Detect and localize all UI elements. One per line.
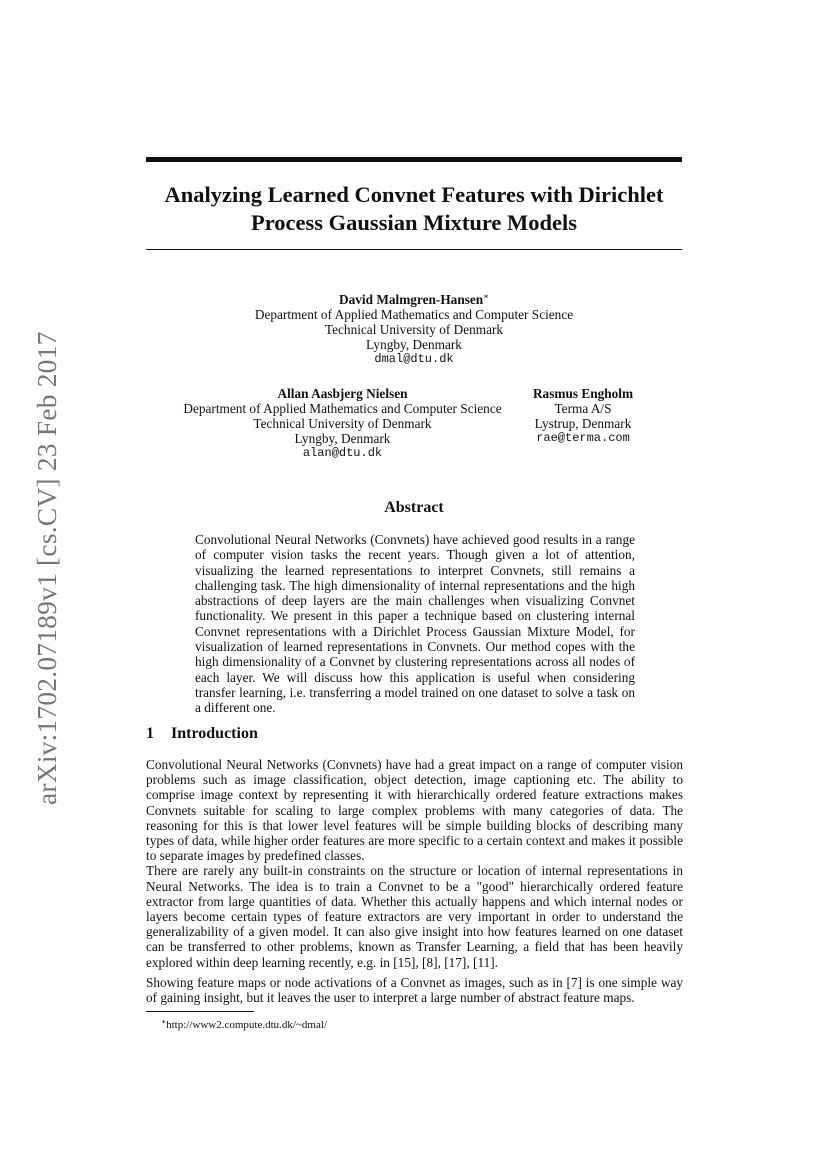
author-institution: Terma A/S xyxy=(554,401,612,416)
author-name: Rasmus Engholm xyxy=(532,386,634,401)
author-block-1 xyxy=(214,289,614,367)
author-block-2 xyxy=(160,386,525,461)
author-institution: Technical University of Denmark xyxy=(324,322,504,337)
author-location: Lyngby, Denmark xyxy=(366,337,462,352)
footnote-link[interactable]: http://www2.compute.dtu.dk/~dmal/ xyxy=(166,1019,327,1031)
introduction-body xyxy=(146,757,683,1005)
author-location: Lystrup, Denmark xyxy=(534,416,632,431)
paper-title: Analyzing Learned Convnet Features with Dirichlet Process Gaussian Mixture Models xyxy=(164,182,664,235)
author-name: David Malmgren-Hansen∗ xyxy=(339,291,489,307)
author-department: Department of Applied Mathematics and Computer Science xyxy=(183,401,502,416)
author-email[interactable]: dmal@dtu.dk xyxy=(374,352,454,366)
section-title: Introduction xyxy=(171,725,258,742)
title-rule-bottom xyxy=(146,249,682,250)
arxiv-identifier[interactable]: arXiv:1702.07189v1 [cs.CV] 23 Feb 2017 xyxy=(31,331,62,805)
author-location: Lyngby, Denmark xyxy=(294,431,391,446)
author-name: Allan Aasbjerg Nielsen xyxy=(277,386,408,401)
footnote xyxy=(161,1015,327,1032)
author-email[interactable]: alan@dtu.dk xyxy=(302,446,383,460)
title-rule-top xyxy=(146,157,682,162)
author-department: Department of Applied Mathematics and Computer Science xyxy=(254,307,574,322)
abstract-text: Convolutional Neural Networks (Convnets) have achieved good results in a range of computer vision tasks the recent years. Though given a lot of attention, visualizing the learned representations to interpret Convnets, still remains a challenging task. The high dimensionality of internal representations and the high abstractions of deep layers are the main challenges when visualizing Convnet functionality. We present in this paper a technique based on clustering internal Convnet representations with a Dirichlet Process Gaussian Mixture Model, for visualization of learned representations in Convnets. Our method copes with the high dimensionality of a Convnet by clustering representations across all nodes of each layer. We will discuss how this application is useful when considering transfer learning, i.e. transferring a model trained on one dataset to solve a task on a different one. xyxy=(195,532,635,716)
section-number: 1 xyxy=(146,725,154,742)
author-block-3 xyxy=(518,386,648,446)
footnote-marker: ∗ xyxy=(161,1017,167,1026)
paragraph: Convolutional Neural Networks (Convnets) have had a great impact on a range of computer vision problems such as image classification, object detection, image captioning etc. The ability to comprise image context by representing it with hierarchically ordered feature extractions makes Convnets suitable for scaling to large complex problems with many categories of data. The reasoning for this is that lower level features will be simple building blocks of describing many types of data, while higher order features are more specific to a certain context and makes it possible to separate images by predefined classes. xyxy=(146,757,683,864)
section-heading xyxy=(146,725,682,743)
author-email[interactable]: rae@terma.com xyxy=(536,431,630,445)
paragraph: Showing feature maps or node activations of a Convnet as images, such as in [7] is one simple way of gaining insight, but it leaves the user to interpret a large number of abstract feature maps. xyxy=(146,974,683,1006)
paragraph: There are rarely any built-in constraints on the structure or location of internal representations in Neural Networks. The idea is to train a Convnet to be a "good" hierarchically ordered feature extractor from large quantities of data. Whether this actually happens and which internal nodes or layers become certain types of feature extractors are very important in order to understand the generalizability of a given model. It can also give insight into how features learned on one dataset can be transferred to other problems, known as Transfer Learning, a field that has been heavily explored within deep learning recently, e.g. in [15], [8], [17], [11]. xyxy=(146,863,683,970)
footnote-rule xyxy=(146,1011,254,1012)
author-institution: Technical University of Denmark xyxy=(253,416,432,431)
abstract-heading: Abstract xyxy=(384,499,444,516)
footnote-marker: ∗ xyxy=(483,291,489,301)
